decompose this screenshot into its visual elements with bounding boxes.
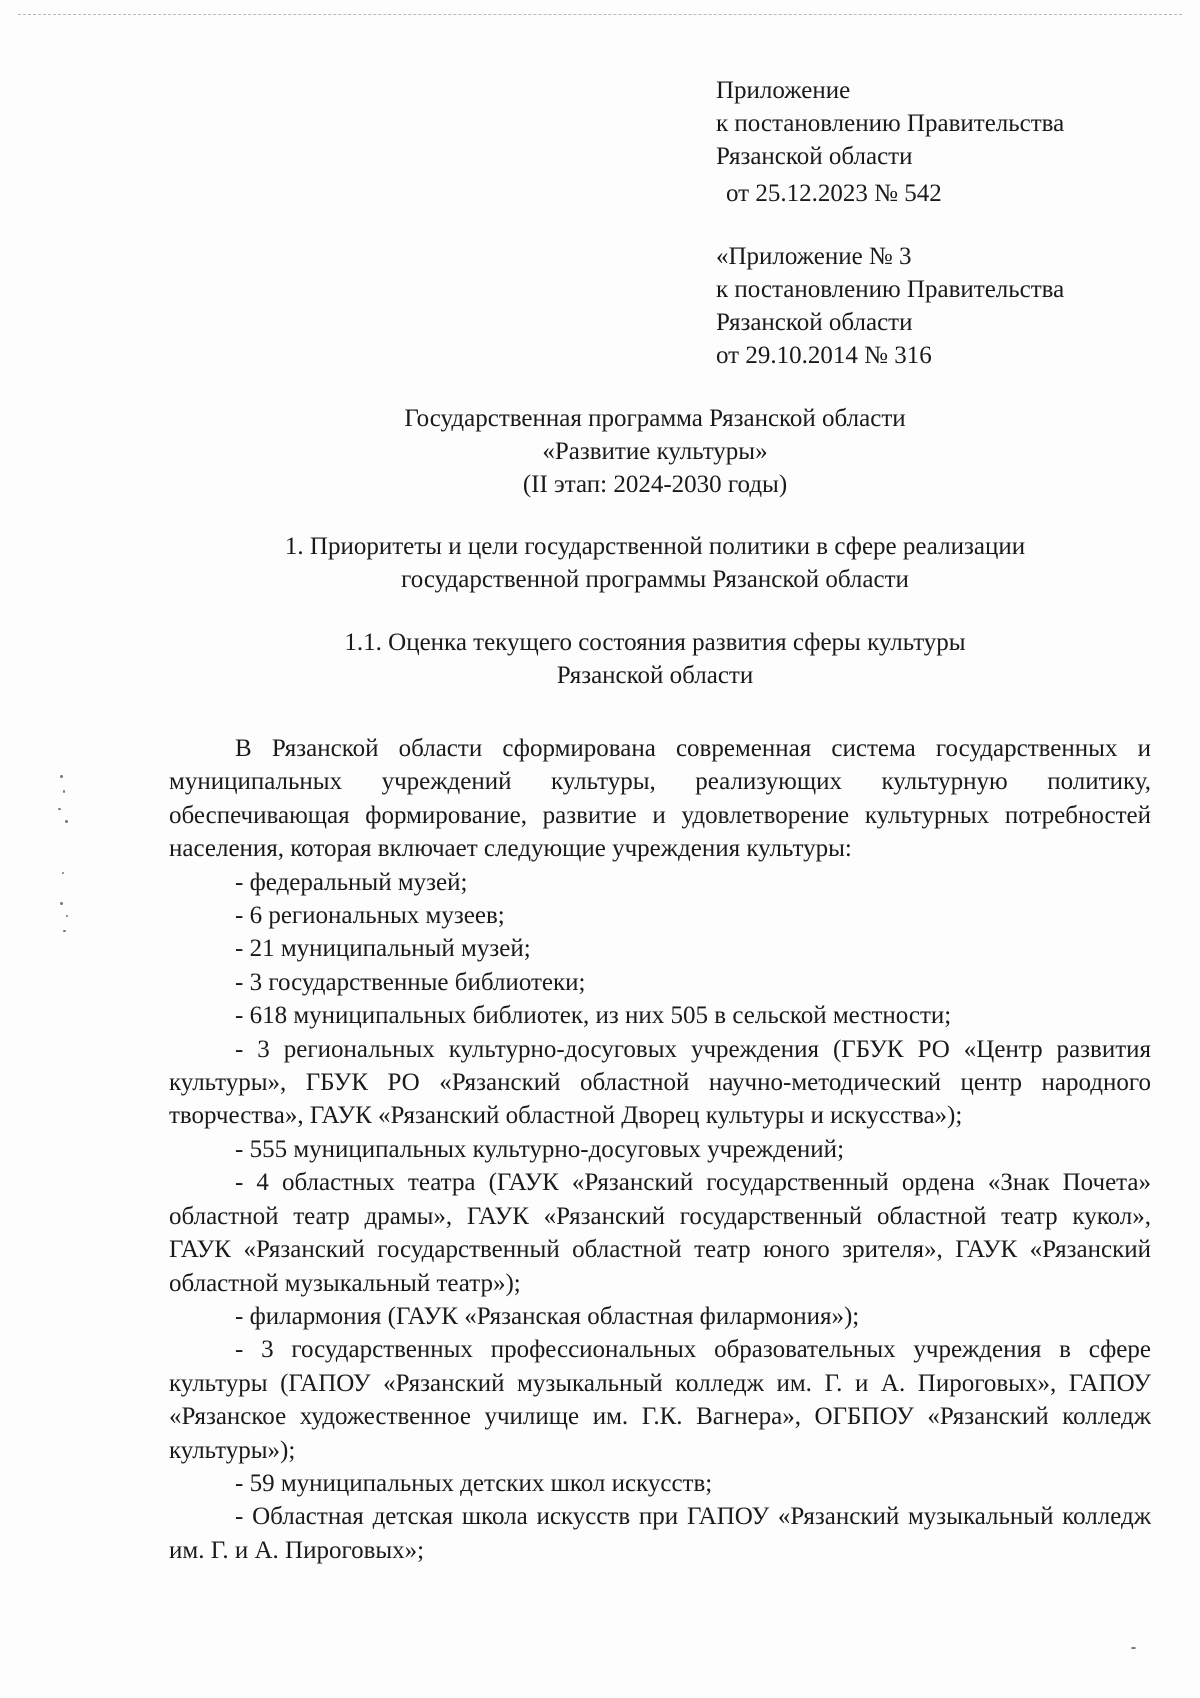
scan-speck	[66, 915, 68, 917]
body-text	[169, 732, 1151, 1567]
program-title	[160, 402, 1150, 501]
scan-speck	[58, 808, 61, 810]
scan-speck	[65, 820, 68, 823]
section-heading-1	[160, 530, 1150, 596]
list-item: - 3 государственных профессиональных образовательных учреждения в сфере культуры (ГАПОУ «Рязанский музыкальный колледж им. Г. и А. Пироговых», ГАПОУ «Рязанское художественное училище им. Г.К. Вагнера», ОГБПОУ «Рязанский колледж культуры»);	[169, 1336, 1151, 1464]
appendix-header	[716, 74, 1156, 210]
section-heading-line: 1. Приоритеты и цели государственной политики в сфере реализации	[284, 533, 1026, 560]
list-item: - 3 региональных культурно-досуговых учреждения (ГБУК РО «Центр развития культуры», ГБУК РО «Рязанский областной научно-методический центр народного творчества», ГАУК «Рязанский областной Дворец культуры и искусства»);	[169, 1035, 1151, 1130]
program-title-line: Государственная программа Рязанской области	[404, 405, 906, 432]
program-title-line: «Развитие культуры»	[542, 438, 768, 465]
appendix-header-date: от 25.12.2023 № 542	[726, 180, 942, 207]
list-item: - 4 областных театра (ГАУК «Рязанский государственный ордена «Знак Почета» областной театр драмы», ГАУК «Рязанский государственный областной театр кукол», ГАУК «Рязанский государственный областной театр юного зрителя», ГАУК «Рязанский областной музыкальный театр»);	[169, 1169, 1151, 1297]
original-header-date: от 29.10.2014 № 316	[716, 342, 932, 369]
scan-speck	[60, 902, 63, 905]
original-header-line: «Приложение № 3	[716, 243, 912, 270]
section-heading-1-1	[160, 626, 1150, 692]
section-heading-line: государственной программы Рязанской области	[401, 566, 909, 593]
appendix-header-line: к постановлению Правительства	[716, 110, 1065, 137]
list-item: - 59 муниципальных детских школ искусств;	[235, 1469, 713, 1497]
list-item: - филармония (ГАУК «Рязанская областная филармония»);	[235, 1302, 860, 1330]
list-item: - 3 государственные библиотеки;	[235, 968, 586, 996]
appendix-header-line: Приложение	[716, 77, 851, 104]
program-title-line: (II этап: 2024-2030 годы)	[522, 471, 788, 498]
original-header-line: Рязанской области	[716, 309, 913, 336]
section-heading-line: Рязанской области	[556, 662, 754, 689]
list-item: - 555 муниципальных культурно-досуговых учреждений;	[235, 1135, 845, 1163]
section-heading-line: 1.1. Оценка текущего состояния развития сферы культуры	[344, 629, 966, 656]
scan-speck	[60, 775, 63, 778]
list-item: - 6 региональных музеев;	[235, 902, 505, 930]
scan-speck	[62, 872, 64, 874]
original-header-line: к постановлению Правительства	[716, 276, 1065, 303]
scan-top-edge	[18, 14, 1182, 15]
intro-paragraph: В Рязанской области сформирована современная система государственных и муниципальных учреждений культуры, реализующих культурную политику, обеспечивающая формирование, развитие и удовлетворение культурных потребностей населения, которая включает следующие учреждения культуры:	[169, 735, 1151, 863]
scan-speck	[1131, 1647, 1136, 1649]
list-item: - федеральный музей;	[235, 868, 468, 896]
list-item: - Областная детская школа искусств при ГАПОУ «Рязанский музыкальный колледж им. Г. и А. Пироговых»;	[169, 1503, 1151, 1564]
list-item: - 21 муниципальный музей;	[235, 935, 531, 963]
list-item: - 618 муниципальных библиотек, из них 505 в сельской местности;	[235, 1002, 952, 1030]
scan-speck	[63, 790, 65, 793]
appendix-header-line: Рязанской области	[716, 143, 913, 170]
scan-speck	[63, 930, 66, 932]
original-appendix-header	[716, 240, 1156, 372]
